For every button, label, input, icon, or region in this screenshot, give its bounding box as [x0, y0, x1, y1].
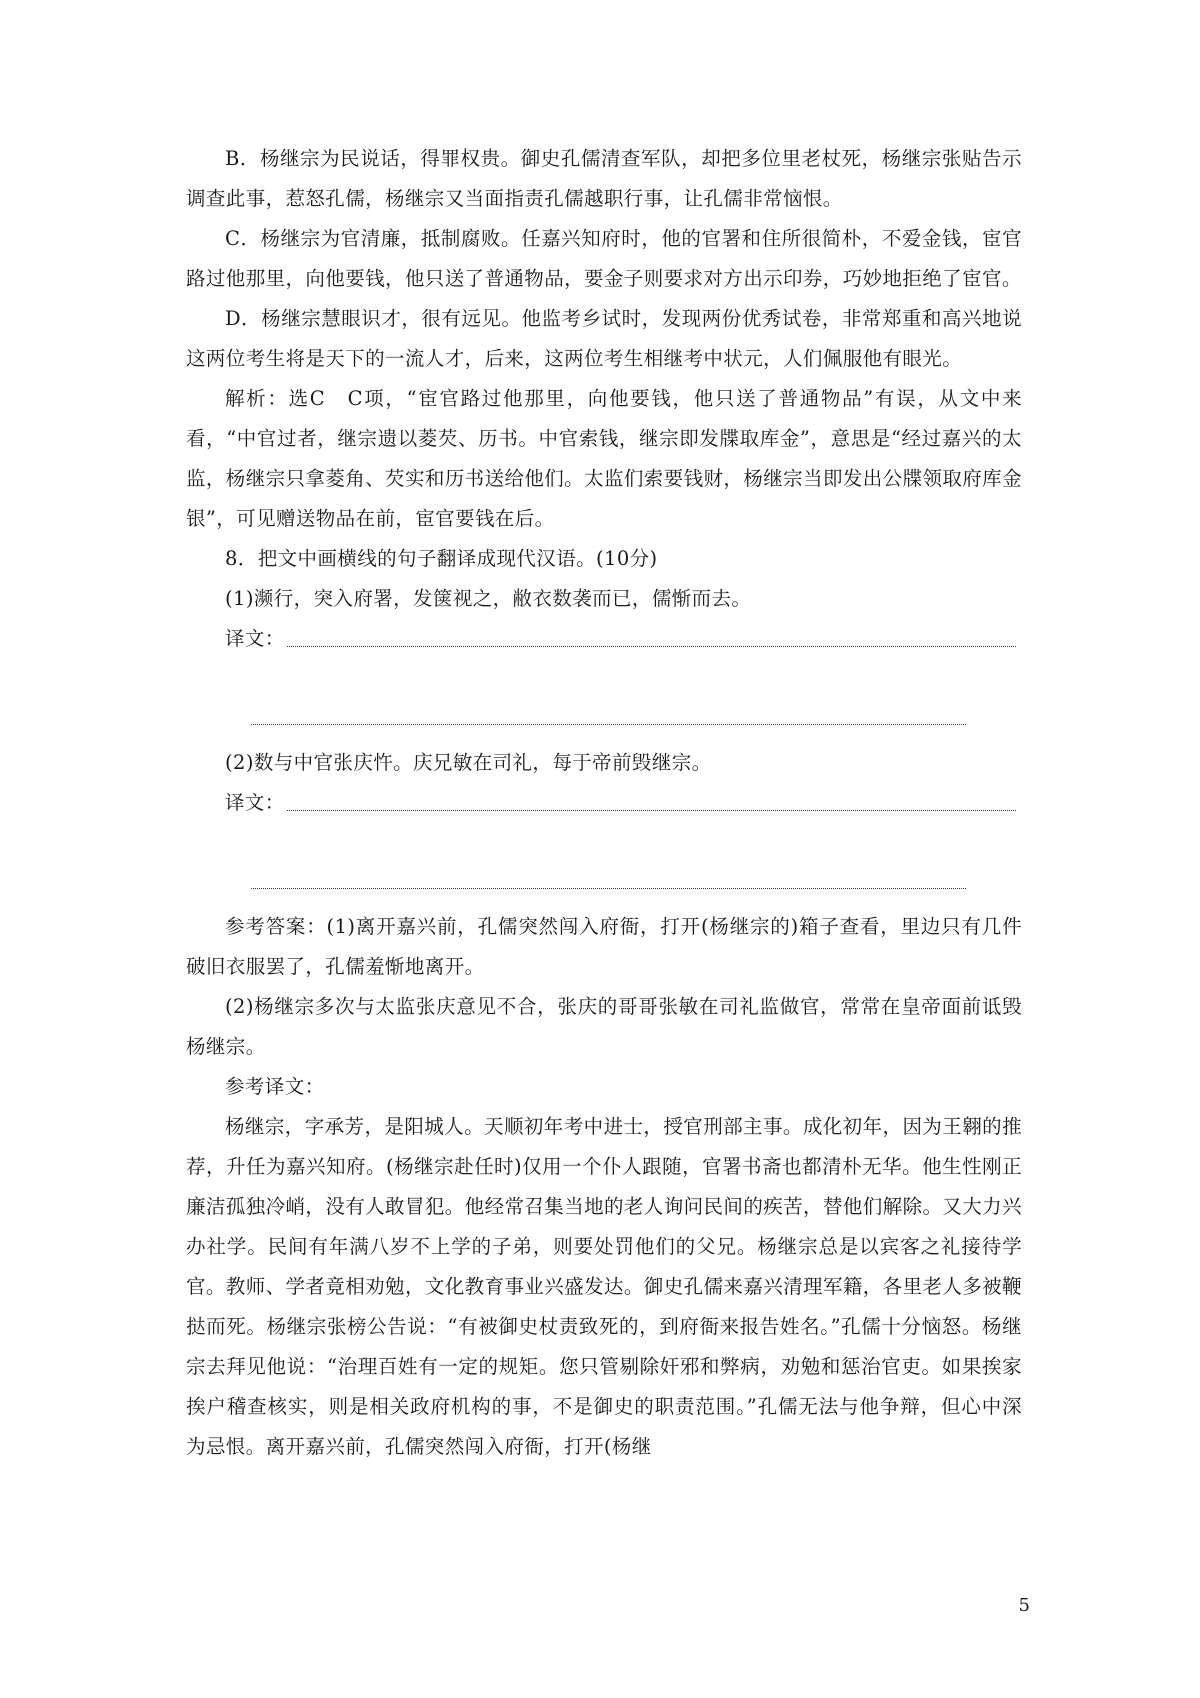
- option-d-paragraph: D．杨继宗慧眼识才，很有远见。他监考乡试时，发现两份优秀试卷，非常郑重和高兴地说这两位考生将是天下的一流人才，后来，这两位考生相继考中状元，人们佩服他有眼光。: [186, 307, 1022, 370]
- dotted-answer-line: [287, 810, 1016, 811]
- option-b-paragraph: B．杨继宗为民说话，得罪权贵。御史孔儒清查军队，却把多位里老杖死，杨继宗张贴告示调查此事，惹怒孔儒，杨继宗又当面指责孔儒越职行事，让孔儒非常恼恨。: [186, 147, 1022, 210]
- question-8-part-2: (2)数与中官张庆忤。庆兄敏在司礼，每于帝前毁继宗。: [225, 751, 712, 774]
- dotted-answer-line: [287, 646, 1016, 647]
- reference-answer-1: 参考答案：(1)离开嘉兴前，孔儒突然闯入府衙，打开(杨继宗的)箱子查看，里边只有几件破旧衣服罢了，孔儒羞惭地离开。: [186, 915, 1022, 978]
- option-c-paragraph: C．杨继宗为官清廉，抵制腐败。任嘉兴知府时，他的官署和住所很简朴，不爱金钱，宦官路过他那里，向他要钱，他只送了普通物品，要金子则要求对方出示印券，巧妙地拒绝了宦官。: [186, 227, 1022, 290]
- analysis-paragraph: 解析：选C C项，“宦官路过他那里，向他要钱，他只送了普通物品”有误，从文中来看，“中官过者，继宗遗以菱芡、历书。中官索钱，继宗即发牒取库金”，意思是“经过嘉兴的太监，杨继宗只拿菱角、芡实和历书送给他们。太监们索要钱财，杨继宗当即发出公牒领取府库金银”，可见赠送物品在前，宦官要钱在后。: [186, 387, 1022, 530]
- translation-answer-line-1[interactable]: [186, 619, 1022, 659]
- reference-translation-body: 杨继宗，字承芳，是阳城人。天顺初年考中进士，授官刑部主事。成化初年，因为王翱的推荐，升任为嘉兴知府。(杨继宗赴任时)仅用一个仆人跟随，官署书斋也都清朴无华。他生性刚正廉洁孤独冷峭，没有人敢冒犯。他经常召集当地的老人询问民间的疾苦，替他们解除。又大力兴办社学。民间有年满八岁不上学的子弟，则要处罚他们的父兄。杨继宗总是以宾客之礼接待学官。教师、学者竟相劝勉，文化教育事业兴盛发达。御史孔儒来嘉兴清理军籍，各里老人多被鞭挞而死。杨继宗张榜公告说：“有被御史杖责致死的，到府衙来报告姓名。”孔儒十分恼怒。杨继宗去拜见他说：“治理百姓有一定的规矩。您只管剔除奸邪和弊病，劝勉和惩治官吏。如果挨家挨户稽查核实，则是相关政府机构的事，不是御史的职责范围。”孔儒无法与他争辩，但心中深为忌恨。离开嘉兴前，孔儒突然闯入府衙，打开(杨继: [186, 1115, 1022, 1458]
- translation-answer-line-2[interactable]: [186, 783, 1022, 823]
- reference-translation-heading: 参考译文：: [225, 1075, 325, 1098]
- page-number: 5: [1018, 1595, 1030, 1616]
- translation-answer-line-2b[interactable]: [186, 861, 1022, 901]
- dotted-answer-line: [251, 724, 966, 725]
- translation-label: 译文：: [225, 627, 285, 650]
- translation-answer-line-1b[interactable]: [186, 697, 1022, 737]
- dotted-answer-line: [251, 888, 966, 889]
- question-8-part-1: (1)濒行，突入府署，发箧视之，敝衣数袭而已，儒惭而去。: [225, 587, 752, 610]
- page-content: [186, 139, 1022, 1467]
- question-8: 8．把文中画横线的句子翻译成现代汉语。(10分): [225, 547, 658, 570]
- translation-label: 译文：: [225, 791, 285, 814]
- reference-answer-2: (2)杨继宗多次与太监张庆意见不合，张庆的哥哥张敏在司礼监做官，常常在皇帝面前诋毁杨继宗。: [186, 995, 1022, 1058]
